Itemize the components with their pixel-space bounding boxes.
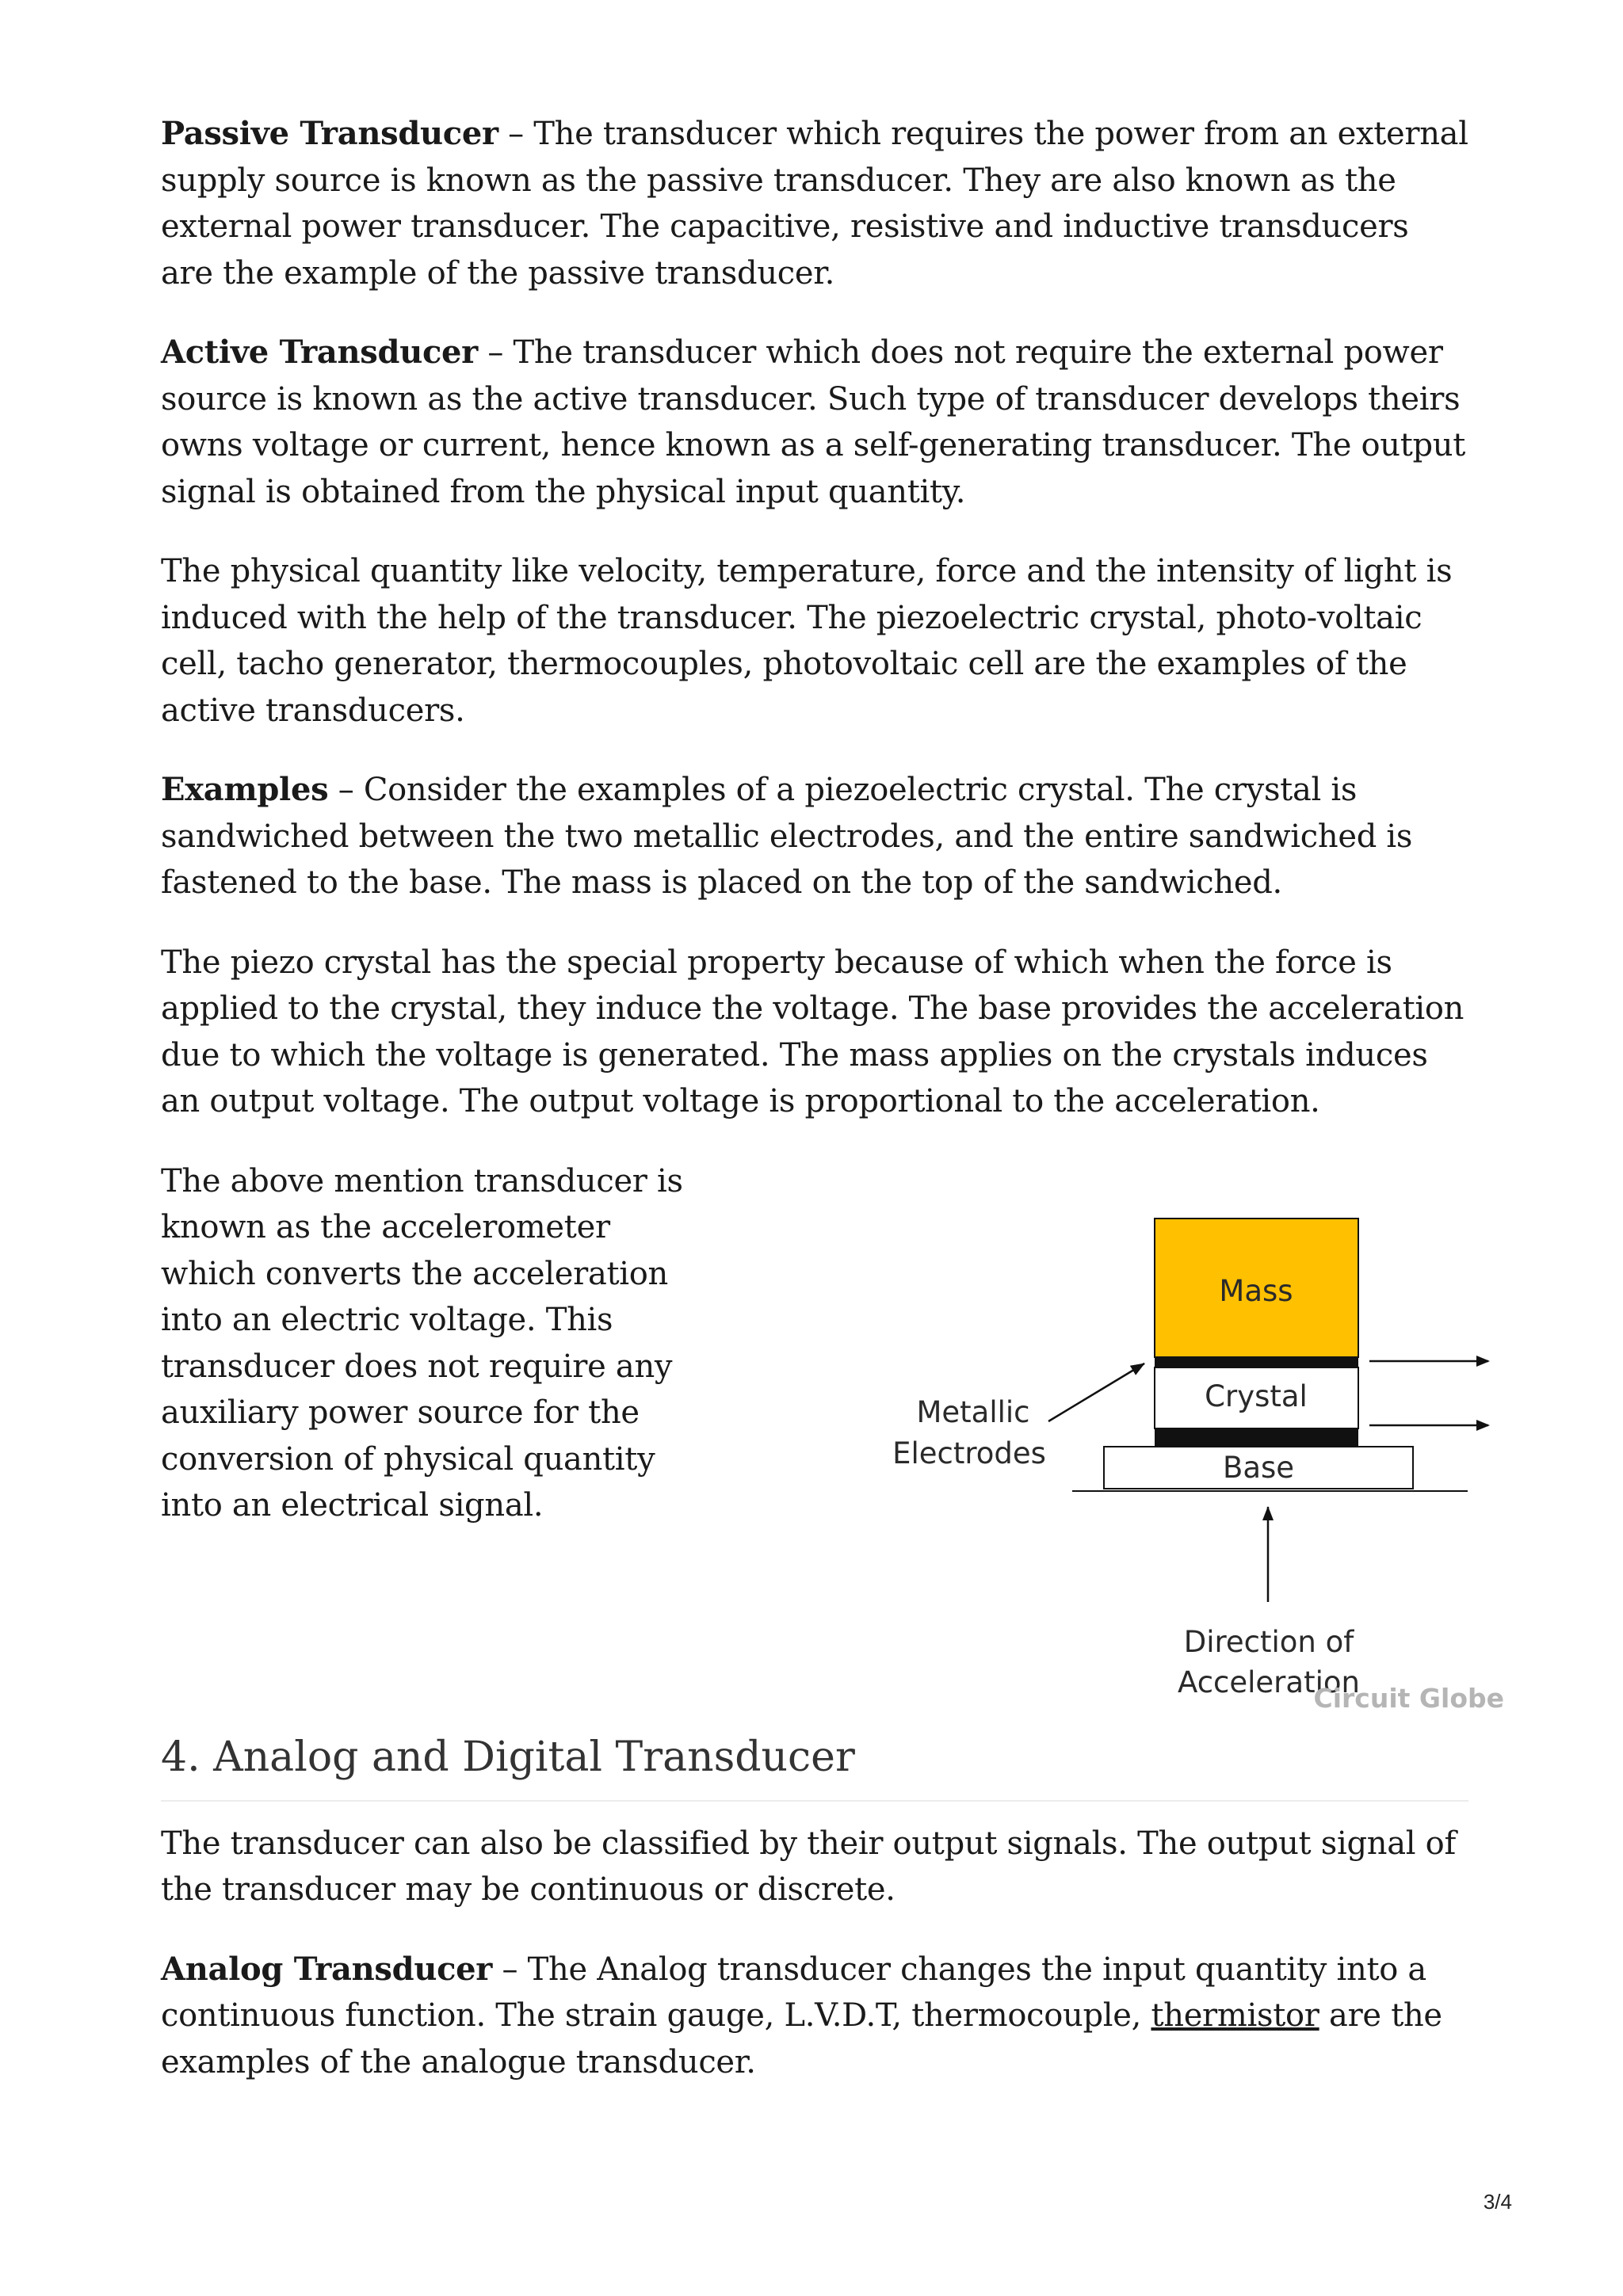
analog-transducer-term: Analog Transducer — [161, 1950, 493, 1988]
output-arrowhead-top — [1476, 1356, 1490, 1367]
examples-paragraph — [161, 767, 1468, 906]
examples-text: – Consider the examples of a piezoelectric crystal. The crystal is sandwiched between the two metallic electrodes, and the entire sandwiched is fastened to the base. The mass is placed on the top of the sandwiched. — [161, 772, 1413, 901]
examples-term: Examples — [161, 771, 329, 808]
active-transducer-text: – The transducer which does not require the external power source is known as the active transducer. Such type of transducer develops theirs owns voltage or current, hence known as a self-generating transducer. The output signal is obtained from the physical input quantity. — [161, 334, 1466, 510]
section-heading-analog-digital: 4. Analog and Digital Transducer — [161, 1729, 1468, 1802]
bottom-electrode — [1155, 1428, 1358, 1447]
thermistor-link[interactable]: thermistor — [1151, 1997, 1319, 2034]
electrodes-label-line2: Electrodes — [892, 1436, 1046, 1470]
electrodes-arrow — [1048, 1363, 1144, 1421]
section4-intro-paragraph: The transducer can also be classified by their output signals. The output signal of the transducer may be continuous or discrete. — [161, 1825, 1456, 1908]
direction-label-line1: Direction of — [1183, 1624, 1354, 1659]
analog-transducer-text-after: are the examples of the analogue transducer. — [161, 1997, 1442, 2081]
active-transducer-term: Active Transducer — [161, 334, 478, 371]
electrodes-label-line1: Metallic — [916, 1394, 1030, 1429]
piezo-crystal-paragraph: The piezo crystal has the special property because of which when the force is applied to the crystal, they induce the voltage. The base provides the acceleration due to which the voltage is generated. The mass applies on the crystals induces an output voltage. The output voltage is proportional to the acceleration. — [161, 944, 1465, 1119]
page-number: 3/4 — [1483, 2190, 1512, 2214]
circuit-globe-watermark: Circuit Globe — [1313, 1682, 1504, 1714]
output-arrowhead-bottom — [1476, 1420, 1490, 1431]
passive-transducer-term: Passive Transducer — [161, 115, 498, 152]
mass-label: Mass — [1219, 1273, 1293, 1308]
base-label: Base — [1222, 1450, 1295, 1485]
document-page — [161, 111, 1504, 2085]
analog-transducer-paragraph — [161, 1947, 1468, 2086]
analog-transducer-text-before: – The Analog transducer changes the input quantity into a continuous function. The strain gauge, L.V.D.T, thermocouple, — [161, 1951, 1426, 2034]
crystal-label: Crystal — [1205, 1379, 1308, 1413]
passive-transducer-text: – The transducer which requires the power from an external supply source is known as the passive transducer. They are also known as the external power transducer. The capacitive, resistive and inductive transducers are the example of the passive transducer. — [161, 116, 1468, 292]
passive-transducer-paragraph — [161, 111, 1468, 296]
accelerometer-paragraph: The above mention transducer is known as the accelerometer which converts the acceleration into an electric voltage. This transducer does not require any auxiliary power source for the conversion of physical quantity into an electrical signal. — [161, 1162, 683, 1524]
top-electrode — [1155, 1357, 1358, 1367]
direction-label-line2: Acceleration — [1178, 1665, 1360, 1699]
physical-quantity-paragraph: The physical quantity like velocity, temperature, force and the intensity of light is induced with the help of the transducer. The piezoelectric crystal, photo-voltaic cell, tacho generator, thermocouples, photovoltaic cell are the examples of the active transducers. — [161, 553, 1453, 729]
active-transducer-paragraph — [161, 330, 1468, 515]
accelerometer-figure-row — [161, 1158, 1504, 1729]
accelerometer-diagram — [712, 1158, 1504, 1729]
